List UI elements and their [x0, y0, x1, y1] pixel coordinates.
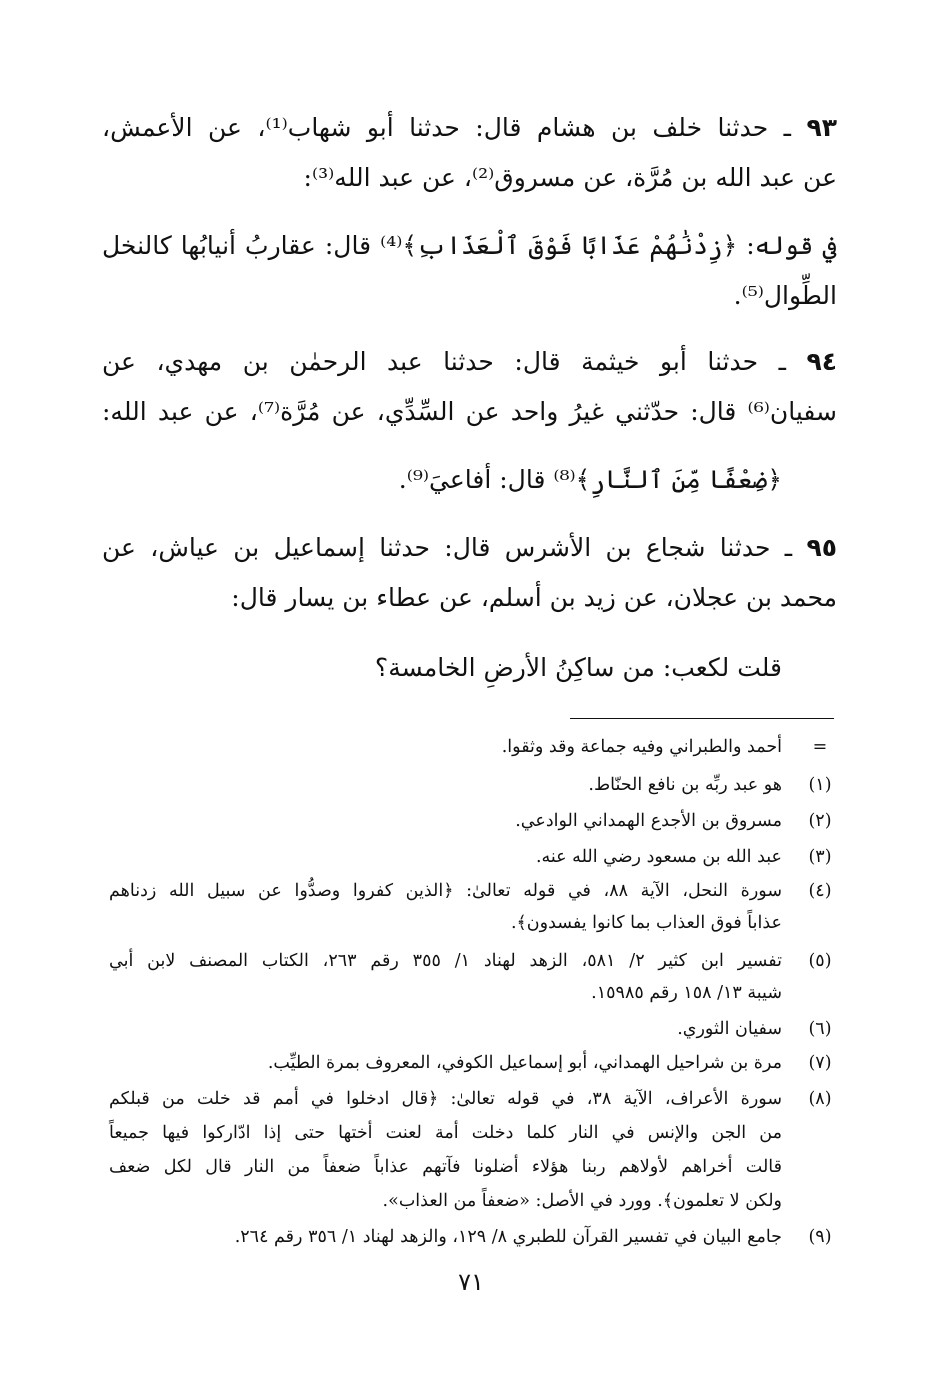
footnote-5-continuation: شيبة ١٣/ ١٥٨ رقم ١٥٩٨٥. — [591, 983, 782, 1003]
footnote-8-continuation: من الجن والإنس في النار كلما دخلت أمة لعنت أختها حتى إذا ادّاركوا فيها جميعاً — [109, 1123, 782, 1143]
hadith-number: ٩٥ — [806, 533, 837, 562]
footnote-text: سفيان الثوري. — [677, 1019, 782, 1039]
hadith-94-quote-line-1: ﴿ضِعْفًا مِّنَ ٱلنَّارِ﴾⁽⁸⁾ قال: أفاعيَ⁽⁹⁾. — [398, 465, 782, 494]
footnote-mark: (٥) — [808, 951, 832, 971]
hadith-95-quote-line-1: قلت لكعب: من ساكِنُ الأرضِ الخامسة؟ — [374, 653, 782, 682]
hadith-95-line-2: محمد بن عجلان، عن زيد بن أسلم، عن عطاء بن يسار قال: — [231, 583, 837, 612]
footnote-4-continuation: عذاباً فوق العذاب بما كانوا يفسدون﴾. — [510, 913, 782, 933]
footnote-mark: (١) — [808, 775, 832, 795]
footnote-mark: (٩) — [808, 1227, 832, 1247]
hadith-text: ـ حدثنا خلف بن هشام قال: حدثنا أبو شهاب⁽¹⁾، عن الأعمش، — [102, 113, 791, 142]
footnote-text: أحمد والطبراني وفيه جماعة وقد وثقوا. — [501, 737, 782, 757]
hadith-94-line-1 — [102, 342, 837, 382]
hadith-number: ٩٣ — [806, 113, 837, 142]
footnote-mark: (٣) — [808, 847, 832, 867]
hadith-number: ٩٤ — [806, 347, 838, 376]
footnote-text: سورة الأعراف، الآية ٣٨، في قوله تعالىٰ: ﴿قال ادخلوا في أمم قد خلت من قبلكم — [109, 1089, 782, 1109]
footnote-text: تفسير ابن كثير ٢/ ٥٨١، الزهد لهناد ١/ ٣٥٥ رقم ٢٦٣، الكتاب المصنف لابن أبي — [109, 951, 782, 971]
footnote-text: مرة بن شراحيل الهمداني، أبو إسماعيل الكوفي، المعروف بمرة الطيِّب. — [267, 1053, 782, 1073]
footnote-mark: (٢) — [808, 811, 832, 831]
footnote-text: جامع البيان في تفسير القرآن للطبري ٨/ ١٢٩، والزهد لهناد ١/ ٣٥٦ رقم ٢٦٤. — [234, 1227, 782, 1247]
hadith-95-line-1 — [102, 528, 837, 568]
hadith-93-line-2: عن عبد الله بن مُرَّة، عن مسروق⁽²⁾، عن عبد الله⁽³⁾: — [303, 163, 837, 192]
footnote-text: مسروق بن الأجدع الهمداني الوادعي. — [515, 811, 782, 831]
footnote-text: هو عبد ربِّه بن نافع الحنّاط. — [588, 775, 782, 795]
hadith-text: ـ حدثنا أبو خيثمة قال: حدثنا عبد الرحمٰن بن مهدي، عن — [102, 347, 786, 376]
footnote-mark: = — [812, 737, 828, 757]
footnote-mark: (٤) — [808, 881, 832, 901]
hadith-93-line-1 — [102, 108, 837, 148]
footnote-mark: (٧) — [808, 1053, 832, 1073]
footnote-separator — [570, 718, 834, 719]
hadith-94-line-2: سفيان⁽⁶⁾ قال: حدّثني غيرُ واحد عن السِّدِّي، عن مُرَّة⁽⁷⁾، عن عبد الله: — [102, 397, 837, 426]
page-number: ٧١ — [458, 1268, 484, 1296]
footnote-mark: (٦) — [808, 1019, 832, 1039]
hadith-text: ـ حدثنا شجاع بن الأشرس قال: حدثنا إسماعيل بن عياش، عن — [102, 533, 793, 562]
footnote-8-continuation: ولكن لا تعلمون﴾. وورد في الأصل: «ضعفاً من العذاب». — [382, 1191, 782, 1211]
hadith-93-quote-line-1: في قوله: ﴿زِدْنَٰهُمْ عَذَابًا فَوْقَ ٱلْعَذَابِ﴾⁽⁴⁾ قال: عقاربُ أنيابُها كالنخل — [102, 231, 838, 260]
footnote-mark: (٨) — [808, 1089, 832, 1109]
hadith-93-quote-line-2: الطِّوال⁽⁵⁾. — [733, 281, 837, 310]
footnote-text: عبد الله بن مسعود رضي الله عنه. — [535, 847, 782, 867]
footnote-8-continuation: قالت أخراهم لأولاهم ربنا هؤلاء أضلونا فآتهم عذاباً ضعفاً من النار قال لكل ضعف — [109, 1157, 782, 1177]
footnote-text: سورة النحل، الآية ٨٨، في قوله تعالىٰ: ﴿الذين كفروا وصدُّوا عن سبيل الله زدناهم — [109, 881, 782, 901]
